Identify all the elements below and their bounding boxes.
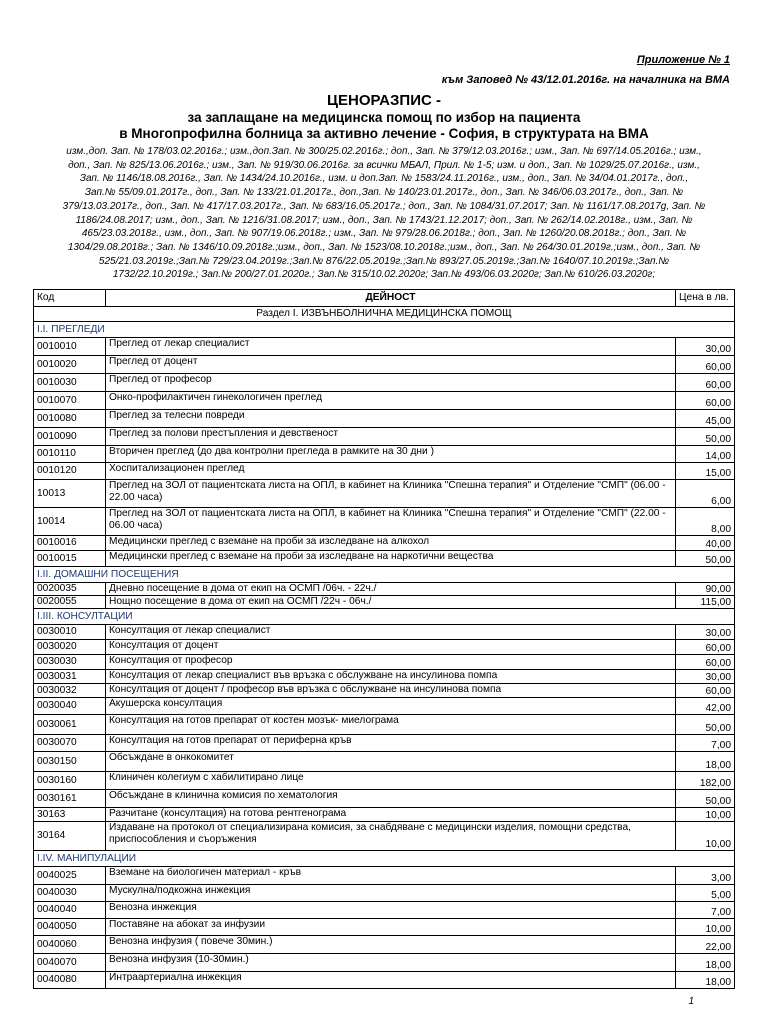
table-row — [34, 640, 735, 655]
service-price: 7,00 — [676, 735, 735, 752]
service-name: Венозна инфузия (10-30мин.) — [106, 954, 676, 972]
table-row — [34, 536, 735, 551]
service-price: 15,00 — [676, 463, 735, 480]
amendment-line: 1304/29.08.2018г.; Зап. № 1346/10.09.2018г.;изм., доп., Зап. № 1523/08.10.2018г.;изм., доп., Зап. № 264/30.01.2019г.;изм., доп., Зап. № — [67, 241, 701, 253]
table-row — [34, 954, 735, 972]
service-name: Медицински преглед с вземане на проби за изследване на алкохол — [106, 536, 676, 551]
service-price: 5,00 — [676, 885, 735, 902]
price-table — [33, 289, 735, 989]
service-price: 40,00 — [676, 536, 735, 551]
service-code: 0010016 — [34, 536, 106, 551]
service-price: 10,00 — [676, 822, 735, 851]
service-price: 42,00 — [676, 698, 735, 715]
table-row — [34, 410, 735, 428]
amendments-block — [22, 145, 746, 282]
service-name: Консултация от лекар специалист — [106, 625, 676, 640]
service-code: 0040025 — [34, 867, 106, 885]
service-code: 0010090 — [34, 428, 106, 446]
service-name: Консултация от доцент — [106, 640, 676, 655]
service-code: 0010030 — [34, 374, 106, 392]
table-row — [34, 480, 735, 508]
service-code: 0030032 — [34, 684, 106, 698]
table-row — [34, 936, 735, 954]
service-code: 10014 — [34, 508, 106, 536]
service-code: 0040080 — [34, 972, 106, 989]
service-code: 0030031 — [34, 670, 106, 684]
service-code: 0010020 — [34, 356, 106, 374]
service-name: Консултация от професор — [106, 655, 676, 670]
service-code: 0010010 — [34, 338, 106, 356]
price-table-body — [34, 307, 735, 989]
service-price: 14,00 — [676, 446, 735, 463]
table-row — [34, 735, 735, 752]
service-price: 10,00 — [676, 919, 735, 936]
amendment-line: доп., Зап. № 825/13.06.2016г.; изм., Зап. № 919/30.06.2016г. за всички МБАЛ, Прил. № 1-5; изм. и доп., Зап. № 1029/25.07.2016г., изм., — [68, 159, 700, 171]
service-price: 60,00 — [676, 374, 735, 392]
table-row — [34, 715, 735, 735]
table-row — [34, 508, 735, 536]
table-row — [34, 867, 735, 885]
service-code: 0030061 — [34, 715, 106, 735]
service-price: 18,00 — [676, 752, 735, 772]
table-row — [34, 374, 735, 392]
service-code: 0010120 — [34, 463, 106, 480]
service-code: 0030161 — [34, 790, 106, 808]
service-code: 0020035 — [34, 583, 106, 596]
service-code: 0010110 — [34, 446, 106, 463]
table-row — [34, 596, 735, 609]
amendment-line: 379/13.03.2017г., доп., Зап. № 417/17.03.2017г., Зап. № 683/16.05.2017г.; доп., Зап. № 1084/31.07.2017; Зап. № 1161/17.08.2017g, Зап. № — [62, 200, 706, 212]
section-header-row — [34, 307, 735, 322]
service-name: Хоспитализационен преглед — [106, 463, 676, 480]
annex-label: Приложение № 1 — [636, 54, 730, 66]
service-name: Венозна инжекция — [106, 902, 676, 919]
service-name: Разчитане (консултация) на готова рентгенограма — [106, 808, 676, 822]
table-row — [34, 885, 735, 902]
service-price: 50,00 — [676, 551, 735, 567]
service-name: Акушерска консултация — [106, 698, 676, 715]
subsection-title: I.I. ПРЕГЛЕДИ — [34, 322, 735, 338]
service-price: 10,00 — [676, 808, 735, 822]
table-row — [34, 752, 735, 772]
service-price: 60,00 — [676, 392, 735, 410]
service-name: Клиничен колегиум с хабилитирано лице — [106, 772, 676, 790]
service-name: Преглед от лекар специалист — [106, 338, 676, 356]
service-code: 0040050 — [34, 919, 106, 936]
service-name: Издаване на протокол от специализирана комисия, за снабдяване с медицински изделия, помощни средства, приспособления и съоръжения — [106, 822, 676, 851]
service-code: 0010015 — [34, 551, 106, 567]
table-row — [34, 446, 735, 463]
service-code: 0010080 — [34, 410, 106, 428]
service-price: 6,00 — [676, 480, 735, 508]
service-price: 8,00 — [676, 508, 735, 536]
table-row — [34, 392, 735, 410]
service-price: 50,00 — [676, 790, 735, 808]
service-name: Консултация на готов препарат от периферна кръв — [106, 735, 676, 752]
table-row — [34, 428, 735, 446]
service-name: Интраартериална инжекция — [106, 972, 676, 989]
service-name: Консултация от доцент / професор във връзка с обслужване на инсулинова помпа — [106, 684, 676, 698]
service-price: 115,00 — [676, 596, 735, 609]
service-price: 30,00 — [676, 670, 735, 684]
table-row — [34, 583, 735, 596]
amendment-line: Зап.№ 55/09.01.2017г., доп., Зап. № 133/21.01.2017г., доп.,Зап. № 140/23.01.2017г., доп., Зап. № 346/06.03.2017г., доп., Зап. № — [84, 187, 684, 199]
column-header-code: Код — [34, 290, 106, 307]
column-header-activity: ДЕЙНОСТ — [106, 290, 676, 307]
amendment-line: 525/21.03.2019г.;Зап.№ 729/23.04.2019г.;Зап.№ 876/22.05.2019г.;Зап.№ 893/27.05.2019г.;Зап.№ 1640/07.10.2019г.;Зап.№ — [98, 255, 670, 267]
service-name: Консултация на готов препарат от костен мозък- миелограма — [106, 715, 676, 735]
service-code: 0030070 — [34, 735, 106, 752]
service-name: Преглед за полови престъпления и девственост — [106, 428, 676, 446]
service-name: Вторичен преглед (до два контролни прегледа в рамките на 30 дни ) — [106, 446, 676, 463]
subsection-header-row — [34, 609, 735, 625]
service-name: Преглед от професор — [106, 374, 676, 392]
service-code: 0030010 — [34, 625, 106, 640]
service-name: Нощно посещение в дома от екип на ОСМП /22ч - 06ч./ — [106, 596, 676, 609]
service-name: Консултация от лекар специалист във връзка с обслужване на инсулинова помпа — [106, 670, 676, 684]
service-name: Преглед на ЗОЛ от пациентската листа на ОПЛ, в кабинет на Клиника "Спешна терапия" и Отделение "СМП" (22.00 - 06.00 часа) — [106, 508, 676, 536]
service-price: 60,00 — [676, 655, 735, 670]
table-row — [34, 625, 735, 640]
subsection-header-row — [34, 567, 735, 583]
order-reference: към Заповед № 43/12.01.2016г. на началника на ВМА — [441, 74, 730, 86]
table-row — [34, 972, 735, 989]
service-name: Дневно посещение в дома от екип на ОСМП /06ч. - 22ч./ — [106, 583, 676, 596]
table-row — [34, 655, 735, 670]
service-name: Онко-профилактичен гинекологичен преглед — [106, 392, 676, 410]
page-number: 1 — [688, 996, 694, 1007]
table-row — [34, 551, 735, 567]
service-price: 60,00 — [676, 640, 735, 655]
service-price: 18,00 — [676, 954, 735, 972]
service-price: 22,00 — [676, 936, 735, 954]
subsection-header-row — [34, 851, 735, 867]
service-name: Преглед от доцент — [106, 356, 676, 374]
service-code: 0030150 — [34, 752, 106, 772]
table-row — [34, 772, 735, 790]
service-code: 0030160 — [34, 772, 106, 790]
amendment-line: изм.,доп. Зап. № 178/03.02.2016г.; изм.,доп.Зап. № 300/25.02.2016г.; доп., Зап. № 379/12.03.2016г.; изм., Зап. № 697/14.05.2016г.; изм., — [66, 146, 702, 157]
section-title: Раздел I. ИЗВЪНБОЛНИЧНА МЕДИЦИНСКА ПОМОЩ — [34, 307, 735, 322]
table-row — [34, 919, 735, 936]
service-price: 90,00 — [676, 583, 735, 596]
service-code: 0010070 — [34, 392, 106, 410]
service-price: 18,00 — [676, 972, 735, 989]
service-price: 3,00 — [676, 867, 735, 885]
service-code: 30163 — [34, 808, 106, 822]
service-code: 0030040 — [34, 698, 106, 715]
service-code: 0020055 — [34, 596, 106, 609]
table-row — [34, 684, 735, 698]
column-header-price: Цена в лв. — [676, 290, 735, 307]
table-row — [34, 338, 735, 356]
table-row — [34, 902, 735, 919]
service-name: Поставяне на абокат за инфузии — [106, 919, 676, 936]
table-row — [34, 670, 735, 684]
amendment-line: 1732/22.10.2019г.; Зап.№ 200/27.01.2020г.; Зап.№ 315/10.02.2020г; Зап.№ 493/06.03.2020г; Зап.№ 610/26.03.2020г; — [112, 269, 656, 281]
subsection-header-row — [34, 322, 735, 338]
page-subtitle: за заплащане на медицинска помощ по избор на пациента — [187, 110, 581, 125]
page-subtitle-hospital: в Многопрофилна болница за активно лечение - София, в структурата на ВМА — [119, 126, 649, 141]
service-price: 182,00 — [676, 772, 735, 790]
service-price: 60,00 — [676, 356, 735, 374]
service-code: 0040060 — [34, 936, 106, 954]
amendment-line: Зап. № 1146/18.08.2016г., Зап. № 1434/24.10.2016г., изм. и доп.Зап. № 1583/24.11.2016г., изм., доп., Зап. № 34/04.01.2017г., доп., — [79, 173, 689, 185]
service-name: Мускулна/подкожна инжекция — [106, 885, 676, 902]
service-price: 45,00 — [676, 410, 735, 428]
service-code: 0030030 — [34, 655, 106, 670]
service-name: Венозна инфузия ( повече 30мин.) — [106, 936, 676, 954]
amendment-line: 1186/24.08.2017; изм., доп., Зап. № 1216/31.08.2017; изм., доп., Зап. № 1743/21.12.2017; доп., Зап. № 262/14.02.2018г., изм., Зап. № — [75, 214, 693, 226]
service-name: Медицински преглед с вземане на проби за изследване на наркотични вещества — [106, 551, 676, 567]
service-code: 30164 — [34, 822, 106, 851]
service-price: 50,00 — [676, 428, 735, 446]
table-row — [34, 698, 735, 715]
table-row — [34, 822, 735, 851]
service-code: 0040040 — [34, 902, 106, 919]
page-title: ЦЕНОРАЗПИС - — [327, 92, 441, 109]
service-name: Вземане на биологичен материал - кръв — [106, 867, 676, 885]
subsection-title: I.II. ДОМАШНИ ПОСЕЩЕНИЯ — [34, 567, 735, 583]
service-name: Преглед на ЗОЛ от пациентската листа на ОПЛ, в кабинет на Клиника "Спешна терапия" и Отделение "СМП" (06.00 - 22.00 часа) — [106, 480, 676, 508]
amendment-line: 465/23.03.2018г., изм., доп., Зап. № 907/19.06.2018г.; изм., Зап. № 979/28.06.2018г.; доп., Зап. № 1260/20.08.2018г.; доп., Зап. № — [81, 228, 687, 240]
table-row — [34, 463, 735, 480]
service-price: 7,00 — [676, 902, 735, 919]
service-name: Преглед за телесни повреди — [106, 410, 676, 428]
service-price: 50,00 — [676, 715, 735, 735]
service-code: 0030020 — [34, 640, 106, 655]
service-price: 60,00 — [676, 684, 735, 698]
subsection-title: I.III. КОНСУЛТАЦИИ — [34, 609, 735, 625]
subsection-title: I.IV. МАНИПУЛАЦИИ — [34, 851, 735, 867]
service-name: Обсъждане в онкокомитет — [106, 752, 676, 772]
table-row — [34, 790, 735, 808]
service-code: 0040030 — [34, 885, 106, 902]
service-price: 30,00 — [676, 625, 735, 640]
service-name: Обсъждане в клинична комисия по хематология — [106, 790, 676, 808]
service-code: 0040070 — [34, 954, 106, 972]
service-code: 10013 — [34, 480, 106, 508]
service-price: 30,00 — [676, 338, 735, 356]
table-row — [34, 808, 735, 822]
table-row — [34, 356, 735, 374]
